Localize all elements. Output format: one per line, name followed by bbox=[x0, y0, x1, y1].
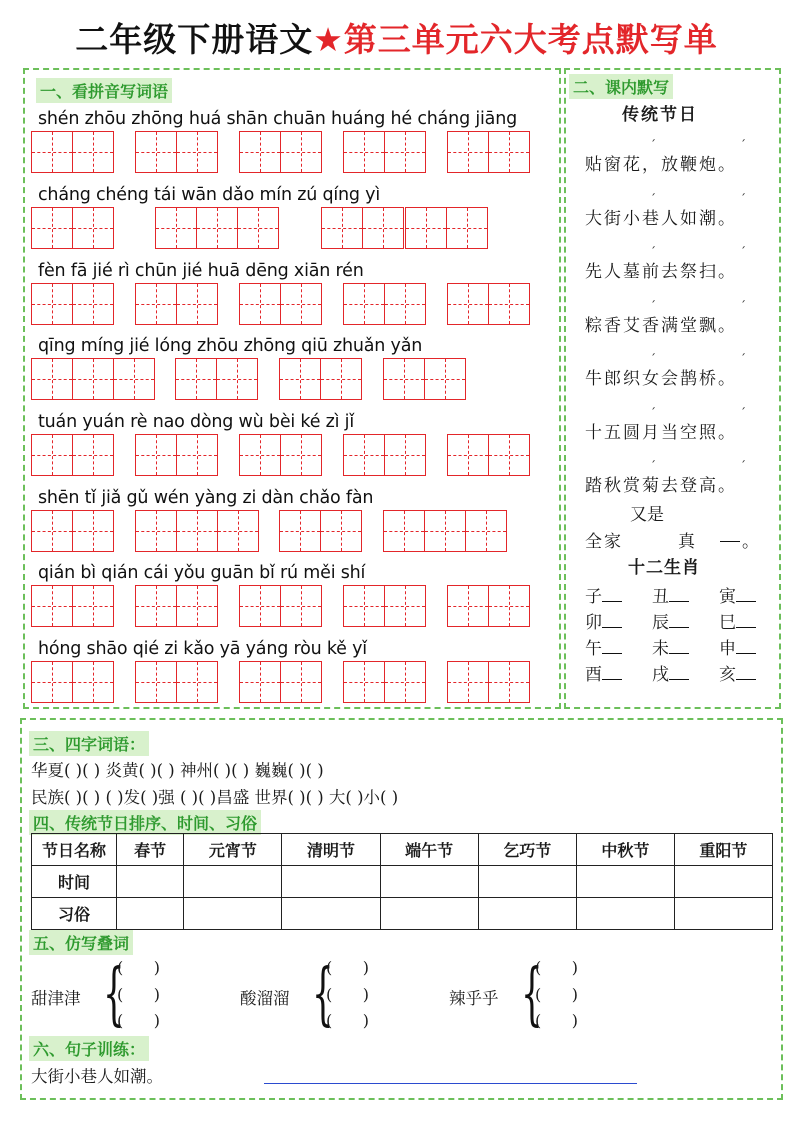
brace-icon: { bbox=[103, 955, 125, 1034]
writing-grid-cell[interactable] bbox=[135, 283, 177, 325]
answer-blank[interactable]: ( ) bbox=[326, 985, 369, 1004]
writing-grid-cell[interactable] bbox=[176, 585, 218, 627]
zodiac-blank[interactable] bbox=[669, 665, 689, 680]
zodiac-char: 戌 bbox=[652, 665, 669, 685]
zodiac-blank[interactable] bbox=[736, 665, 756, 680]
writing-grid-cell[interactable] bbox=[362, 207, 404, 249]
writing-grid-cell[interactable] bbox=[31, 585, 73, 627]
tone-mark: ˊ bbox=[740, 406, 746, 420]
section-label-festivals: 四、传统节日排序、时间、习俗 bbox=[29, 810, 261, 835]
writing-grid-cell[interactable] bbox=[176, 434, 218, 476]
writing-grid-cell[interactable] bbox=[135, 585, 177, 627]
writing-grid-cell[interactable] bbox=[446, 207, 488, 249]
tone-mark: ˊ bbox=[740, 138, 746, 152]
poem-line: 贴窗花，放鞭炮。 bbox=[585, 155, 737, 175]
tone-mark: ˊ bbox=[740, 245, 746, 259]
sentence-example: 大街小巷人如潮。 bbox=[31, 1067, 163, 1086]
section-label-reduplication: 五、仿写叠词 bbox=[29, 930, 133, 955]
tone-mark: ˊ bbox=[650, 245, 656, 259]
writing-grid-cell[interactable] bbox=[31, 510, 73, 552]
table-cell[interactable] bbox=[576, 898, 674, 930]
pinyin-row: qīng míng jié lóng zhōu zhōng qiū zhuǎn yǎn bbox=[38, 336, 423, 356]
zodiac-blank[interactable] bbox=[602, 665, 622, 680]
table-header-cell: 春节 bbox=[117, 834, 184, 866]
writing-grid-cell[interactable] bbox=[176, 510, 218, 552]
festival-table bbox=[31, 833, 773, 930]
writing-grid-cell[interactable] bbox=[239, 434, 281, 476]
tone-mark: ˊ bbox=[650, 192, 656, 206]
writing-grid-cell[interactable] bbox=[176, 283, 218, 325]
writing-grid-cell[interactable] bbox=[343, 434, 385, 476]
writing-grid-cell[interactable] bbox=[239, 283, 281, 325]
zodiac-item bbox=[719, 634, 756, 659]
poem-last-blank[interactable] bbox=[720, 541, 740, 542]
writing-grid-cell[interactable] bbox=[384, 434, 426, 476]
table-row bbox=[32, 866, 773, 898]
poem-line: 十五圆月当空照。 bbox=[585, 423, 737, 443]
writing-grid-cell[interactable] bbox=[343, 585, 385, 627]
writing-grid-cell[interactable] bbox=[384, 283, 426, 325]
zodiac-char: 巳 bbox=[719, 613, 736, 633]
writing-grid-cell[interactable] bbox=[72, 434, 114, 476]
table-cell[interactable] bbox=[117, 866, 184, 898]
pinyin-row: shēn tǐ jiǎ gǔ wén yàng zi dàn chǎo fàn bbox=[38, 488, 374, 508]
pinyin-row: hóng shāo qié zi kǎo yā yáng ròu kě yǐ bbox=[38, 639, 367, 659]
writing-grid-cell[interactable] bbox=[280, 434, 322, 476]
table-header-cell: 节日名称 bbox=[32, 834, 117, 866]
writing-grid-cell[interactable] bbox=[488, 661, 530, 703]
brace-icon: { bbox=[312, 955, 334, 1034]
writing-grid-cell[interactable] bbox=[135, 131, 177, 173]
section-label-four-char: 三、四字词语： bbox=[29, 731, 149, 756]
table-header-cell: 元宵节 bbox=[184, 834, 282, 866]
zodiac-item bbox=[585, 660, 622, 685]
writing-grid-cell[interactable] bbox=[424, 510, 466, 552]
table-cell[interactable] bbox=[282, 898, 380, 930]
writing-grid-cell[interactable] bbox=[72, 131, 114, 173]
poem-last-mid: 真 bbox=[678, 532, 695, 552]
table-row bbox=[32, 834, 773, 866]
writing-grid-cell[interactable] bbox=[31, 131, 73, 173]
writing-grid-cell[interactable] bbox=[239, 131, 281, 173]
tone-mark: ˊ bbox=[650, 299, 656, 313]
tone-mark: ˊ bbox=[650, 352, 656, 366]
writing-grid-cell[interactable] bbox=[135, 661, 177, 703]
poem-last-end: 。 bbox=[742, 532, 759, 552]
writing-grid-cell[interactable] bbox=[488, 283, 530, 325]
writing-grid-cell[interactable] bbox=[447, 434, 489, 476]
zodiac-char: 未 bbox=[652, 639, 669, 659]
pinyin-row: fèn fā jié rì chūn jié huā dēng xiān rén bbox=[38, 261, 364, 281]
writing-grid-cell[interactable] bbox=[488, 131, 530, 173]
reduplication-word: 辣乎乎 bbox=[449, 989, 499, 1008]
zodiac-item bbox=[652, 608, 689, 633]
writing-grid-cell[interactable] bbox=[196, 207, 238, 249]
writing-grid-cell[interactable] bbox=[279, 510, 321, 552]
writing-grid-cell[interactable] bbox=[135, 510, 177, 552]
zodiac-item bbox=[719, 582, 756, 607]
writing-grid-cell[interactable] bbox=[321, 207, 363, 249]
writing-grid-cell[interactable] bbox=[384, 585, 426, 627]
writing-grid-cell[interactable] bbox=[72, 207, 114, 249]
tone-mark: ˊ bbox=[740, 352, 746, 366]
writing-grid-cell[interactable] bbox=[216, 358, 258, 400]
table-cell[interactable] bbox=[380, 898, 478, 930]
zodiac-item bbox=[719, 608, 756, 633]
writing-grid-cell[interactable] bbox=[72, 585, 114, 627]
writing-grid-cell[interactable] bbox=[135, 434, 177, 476]
writing-grid-cell[interactable] bbox=[31, 207, 73, 249]
table-row bbox=[32, 898, 773, 930]
answer-blank[interactable]: ( ) bbox=[117, 1011, 160, 1030]
writing-grid-cell[interactable] bbox=[320, 510, 362, 552]
zodiac-item bbox=[585, 634, 622, 659]
reduplication-word: 甜津津 bbox=[31, 989, 81, 1008]
tone-mark: ˊ bbox=[650, 406, 656, 420]
zodiac-title: 十二生肖 bbox=[628, 558, 700, 578]
table-cell[interactable] bbox=[117, 898, 184, 930]
table-cell[interactable] bbox=[576, 866, 674, 898]
reduplication-word: 酸溜溜 bbox=[240, 989, 290, 1008]
tone-mark: ˊ bbox=[740, 299, 746, 313]
writing-grid-cell[interactable] bbox=[383, 510, 425, 552]
writing-grid-cell[interactable] bbox=[155, 207, 197, 249]
table-cell[interactable] bbox=[184, 898, 282, 930]
writing-grid-cell[interactable] bbox=[239, 585, 281, 627]
answer-blank[interactable]: ( ) bbox=[535, 985, 578, 1004]
table-header-cell: 中秋节 bbox=[576, 834, 674, 866]
zodiac-char: 亥 bbox=[719, 665, 736, 685]
brace-icon: { bbox=[521, 955, 543, 1034]
writing-grid-cell[interactable] bbox=[447, 283, 489, 325]
pinyin-row: tuán yuán rè nao dòng wù bèi ké zì jǐ bbox=[38, 412, 354, 432]
writing-grid-cell[interactable] bbox=[383, 358, 425, 400]
writing-grid-cell[interactable] bbox=[31, 358, 73, 400]
writing-grid-cell[interactable] bbox=[279, 358, 321, 400]
writing-grid-cell[interactable] bbox=[72, 510, 114, 552]
four-char-line-1: 华夏( )( ) 炎黄( )( ) 神州( )( ) 巍巍( )( ) bbox=[31, 761, 324, 780]
table-header-cell: 重阳节 bbox=[674, 834, 772, 866]
zodiac-blank[interactable] bbox=[669, 613, 689, 628]
answer-blank[interactable]: ( ) bbox=[535, 958, 578, 977]
zodiac-char: 子 bbox=[585, 587, 602, 607]
poem-line: 大街小巷人如潮。 bbox=[585, 209, 737, 229]
writing-grid-cell[interactable] bbox=[465, 510, 507, 552]
writing-grid-cell[interactable] bbox=[31, 283, 73, 325]
zodiac-char: 申 bbox=[719, 639, 736, 659]
writing-grid-cell[interactable] bbox=[488, 434, 530, 476]
writing-grid-cell[interactable] bbox=[384, 661, 426, 703]
writing-grid-cell[interactable] bbox=[176, 131, 218, 173]
section-label-sentence: 六、句子训练： bbox=[29, 1036, 149, 1061]
table-header-cell: 清明节 bbox=[282, 834, 380, 866]
zodiac-char: 辰 bbox=[652, 613, 669, 633]
writing-grid-cell[interactable] bbox=[72, 358, 114, 400]
poem-last-left: 全家 bbox=[585, 532, 623, 552]
zodiac-char: 午 bbox=[585, 639, 602, 659]
zodiac-blank[interactable] bbox=[736, 639, 756, 654]
writing-grid-cell[interactable] bbox=[343, 661, 385, 703]
writing-grid-cell[interactable] bbox=[72, 661, 114, 703]
answer-blank[interactable]: ( ) bbox=[117, 958, 160, 977]
star-icon: ★ bbox=[313, 20, 344, 59]
zodiac-blank[interactable] bbox=[669, 587, 689, 602]
table-cell[interactable] bbox=[674, 866, 772, 898]
table-header-cell: 乞巧节 bbox=[478, 834, 576, 866]
zodiac-item bbox=[652, 634, 689, 659]
writing-grid-cell[interactable] bbox=[280, 661, 322, 703]
writing-grid-cell[interactable] bbox=[280, 283, 322, 325]
zodiac-char: 卯 bbox=[585, 613, 602, 633]
zodiac-blank[interactable] bbox=[736, 613, 756, 628]
writing-grid-cell[interactable] bbox=[217, 510, 259, 552]
writing-grid-cell[interactable] bbox=[447, 131, 489, 173]
four-char-line-2: 民族( )( ) ( )发( )强 ( )( )昌盛 世界( )( ) 大( )小( ) bbox=[31, 788, 399, 807]
tone-mark: ˊ bbox=[650, 138, 656, 152]
writing-grid-cell[interactable] bbox=[447, 661, 489, 703]
zodiac-blank[interactable] bbox=[736, 587, 756, 602]
writing-grid-cell[interactable] bbox=[72, 283, 114, 325]
writing-grid-cell[interactable] bbox=[384, 131, 426, 173]
poem-line: 牛郎织女会鹊桥。 bbox=[585, 369, 737, 389]
poem-line: 踏秋赏菊去登高。 bbox=[585, 476, 737, 496]
writing-grid-cell[interactable] bbox=[31, 661, 73, 703]
writing-grid-cell[interactable] bbox=[280, 131, 322, 173]
zodiac-blank[interactable] bbox=[602, 613, 622, 628]
writing-grid-cell[interactable] bbox=[320, 358, 362, 400]
table-cell[interactable] bbox=[478, 898, 576, 930]
answer-blank[interactable]: ( ) bbox=[326, 958, 369, 977]
writing-grid-cell[interactable] bbox=[280, 585, 322, 627]
zodiac-blank[interactable] bbox=[669, 639, 689, 654]
zodiac-item bbox=[719, 660, 756, 685]
page-title: 二年级下册语文★第三单元六大考点默写单 bbox=[75, 20, 718, 59]
zodiac-blank[interactable] bbox=[602, 639, 622, 654]
writing-grid-cell[interactable] bbox=[237, 207, 279, 249]
zodiac-char: 丑 bbox=[652, 587, 669, 607]
tone-mark: ˊ bbox=[740, 459, 746, 473]
poem-title: 传统节日 bbox=[622, 105, 698, 125]
section-label-pinyin: 一、看拼音写词语 bbox=[36, 78, 172, 103]
zodiac-char: 酉 bbox=[585, 665, 602, 685]
writing-grid-cell[interactable] bbox=[343, 131, 385, 173]
poem-last-top: 又是 bbox=[630, 505, 664, 525]
table-cell[interactable] bbox=[674, 898, 772, 930]
table-header-cell: 端午节 bbox=[380, 834, 478, 866]
zodiac-blank[interactable] bbox=[602, 587, 622, 602]
poem-line: 粽香艾香满堂飘。 bbox=[585, 316, 737, 336]
tone-mark: ˊ bbox=[650, 459, 656, 473]
answer-blank[interactable]: ( ) bbox=[326, 1011, 369, 1030]
answer-blank[interactable]: ( ) bbox=[117, 985, 160, 1004]
answer-blank[interactable]: ( ) bbox=[535, 1011, 578, 1030]
writing-grid-cell[interactable] bbox=[31, 434, 73, 476]
pinyin-row: cháng chéng tái wān dǎo mín zú qíng yì bbox=[38, 185, 380, 205]
sentence-answer-line[interactable] bbox=[264, 1083, 637, 1084]
table-cell[interactable] bbox=[184, 866, 282, 898]
pinyin-row: qián bì qián cái yǒu guān bǐ rú měi shí bbox=[38, 563, 366, 583]
zodiac-item bbox=[652, 660, 689, 685]
zodiac-item bbox=[585, 582, 622, 607]
writing-grid-cell[interactable] bbox=[447, 585, 489, 627]
writing-grid-cell[interactable] bbox=[343, 283, 385, 325]
tone-mark: ˊ bbox=[740, 192, 746, 206]
zodiac-item bbox=[652, 582, 689, 607]
pinyin-row: shén zhōu zhōng huá shān chuān huáng hé cháng jiāng bbox=[38, 109, 517, 129]
writing-grid-cell[interactable] bbox=[113, 358, 155, 400]
writing-grid-cell[interactable] bbox=[239, 661, 281, 703]
table-row-label: 习俗 bbox=[32, 898, 117, 930]
writing-grid-cell[interactable] bbox=[175, 358, 217, 400]
section-label-recite: 二、课内默写 bbox=[569, 74, 673, 99]
writing-grid-cell[interactable] bbox=[488, 585, 530, 627]
writing-grid-cell[interactable] bbox=[424, 358, 466, 400]
table-cell[interactable] bbox=[282, 866, 380, 898]
table-row-label: 时间 bbox=[32, 866, 117, 898]
poem-line: 先人墓前去祭扫。 bbox=[585, 262, 737, 282]
writing-grid-cell[interactable] bbox=[176, 661, 218, 703]
zodiac-item bbox=[585, 608, 622, 633]
writing-grid-cell[interactable] bbox=[405, 207, 447, 249]
zodiac-char: 寅 bbox=[719, 587, 736, 607]
table-cell[interactable] bbox=[380, 866, 478, 898]
table-cell[interactable] bbox=[478, 866, 576, 898]
